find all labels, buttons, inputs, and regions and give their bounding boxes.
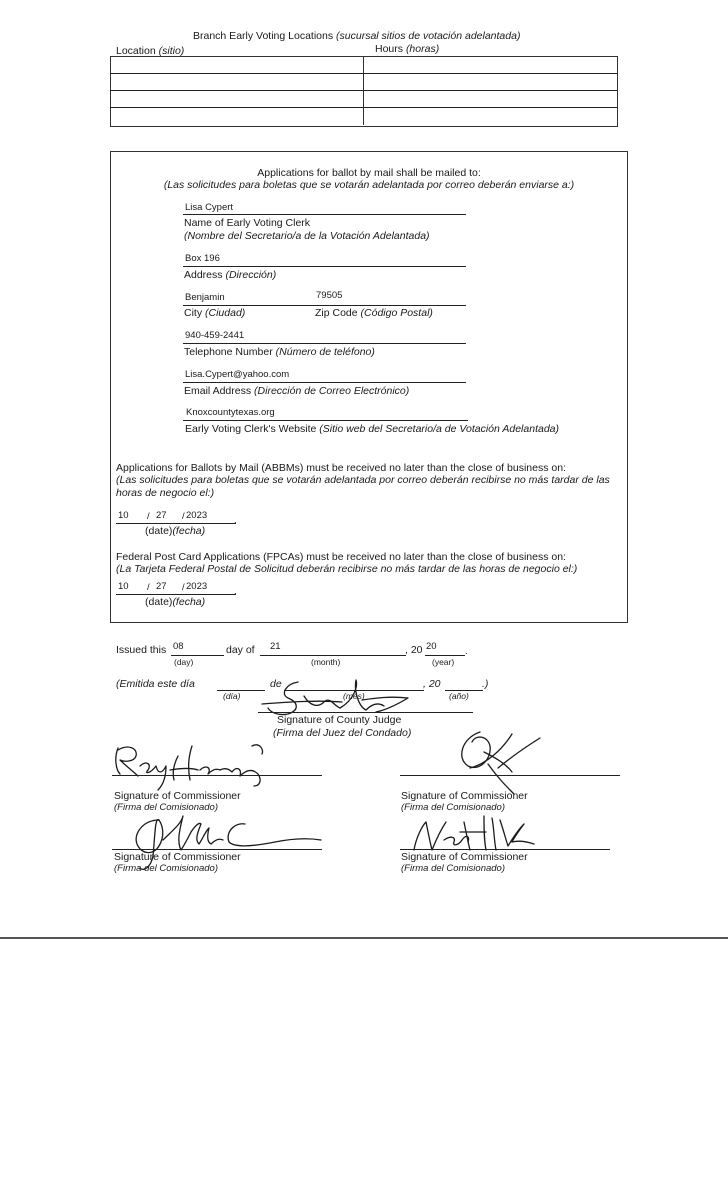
date-label-es: (fecha): [172, 596, 206, 608]
website-label: [185, 423, 559, 436]
clerk-name-line: [183, 214, 466, 215]
issued-year-label: (year): [432, 657, 455, 667]
county-judge-label: Signature of County Judge: [277, 714, 402, 726]
commissioner-1-signature-image: [112, 740, 282, 795]
email-value: Lisa.Cypert@yahoo.com: [185, 369, 290, 380]
branch-title: [193, 30, 520, 43]
address-value: Box 196: [185, 253, 220, 264]
county-judge-signature-line: [258, 712, 473, 713]
mail-heading: Applications for ballot by mail shall be mailed to:: [257, 167, 481, 179]
abbm-text: Applications for Ballots by Mail (ABBMs) must be received no later than the close of business on:: [116, 462, 566, 474]
commissioner-3-label: Signature of Commissioner: [114, 851, 241, 863]
fpca-year: 2023: [186, 581, 208, 592]
commissioner-3-signature-line: [112, 849, 322, 850]
website-label-text: Early Voting Clerk's Website: [185, 423, 317, 435]
commissioner-2-label-es: (Firma del Comisionado): [401, 802, 506, 813]
address-line: [183, 266, 466, 267]
issued-mes-label: (mes): [343, 691, 365, 701]
address-label-text: Address: [184, 269, 223, 281]
hours-label: Hours: [375, 43, 404, 55]
hours-label-es: (horas): [405, 43, 440, 55]
table-row-line: [110, 73, 617, 74]
page-bottom-edge: [0, 937, 728, 939]
commissioner-3-label-es: (Firma del Comisionado): [114, 863, 219, 874]
zip-label: [315, 307, 433, 320]
city-label-text: City: [184, 307, 203, 319]
fpca-text-es: (La Tarjeta Federal Postal de Solicitud deberán recibirse no más tardar de las horas de negocio el:): [116, 563, 578, 575]
issued-month-value: 21: [270, 641, 281, 652]
email-label-text: Email Address: [184, 385, 252, 397]
website-value: Knoxcountytexas.org: [186, 407, 275, 418]
issued-year-value: 20: [426, 641, 437, 652]
county-judge-label-es: (Firma del Juez del Condado): [273, 727, 412, 739]
issued-month-label: (month): [311, 657, 341, 667]
issued-year-prefix: , 20: [405, 644, 423, 656]
commissioner-2-label: Signature of Commissioner: [401, 790, 528, 802]
abbm-day: 27: [156, 510, 167, 521]
commissioner-1-signature-line: [112, 775, 322, 776]
clerk-name-label: Name of Early Voting Clerk: [184, 217, 311, 229]
abbm-sep1: /: [147, 511, 150, 522]
abbm-text-es: (Las solicitudes para boletas que se votarán adelantada por correo deberán recibirse no más tardar de las horas de negocio el:): [116, 474, 610, 499]
fpca-sep1: /: [147, 582, 150, 593]
commissioner-4-label-es: (Firma del Comisionado): [401, 863, 506, 874]
issued-year-line: [425, 655, 465, 656]
issued-ano-label: (año): [449, 691, 469, 701]
zip-label-text: Zip Code: [315, 307, 358, 319]
issued-period: .: [465, 646, 468, 657]
issued-prefix: Issued this: [116, 644, 167, 656]
clerk-name-label-es: (Nombre del Secretario/a de la Votación Adelantada): [184, 230, 430, 242]
email-label: [184, 385, 409, 398]
city-zip-line: [183, 305, 466, 306]
commissioner-4-signature-line: [400, 849, 610, 850]
abbm-date-label: [145, 525, 205, 538]
fpca-month: 10: [118, 581, 129, 592]
issued-day-label: (day): [174, 657, 194, 667]
phone-value: 940-459-2441: [185, 330, 245, 341]
table-row-line: [110, 90, 617, 91]
email-line: [183, 382, 466, 383]
date-label-es: (fecha): [172, 525, 206, 537]
issued-dia-label: (día): [223, 691, 241, 701]
phone-line: [183, 343, 466, 344]
branch-locations-table: [110, 56, 618, 127]
fpca-date-line: [116, 594, 236, 595]
column-header-hours: [375, 43, 439, 56]
address-label: [184, 269, 276, 282]
abbm-month: 10: [118, 510, 129, 521]
table-row-line: [110, 107, 617, 108]
commissioner-1-label-es: (Firma del Comisionado): [114, 802, 219, 813]
abbm-sep2: /: [182, 511, 185, 522]
commissioner-1-label: Signature of Commissioner: [114, 790, 241, 802]
abbm-year: 2023: [186, 510, 208, 521]
city-value: Benjamin: [185, 292, 225, 303]
phone-label-es: (Número de teléfono): [275, 346, 375, 358]
commissioner-4-label: Signature of Commissioner: [401, 851, 528, 863]
issued-de: de: [270, 678, 282, 690]
website-label-es: (Sitio web del Secretario/a de Votación Adelantada): [319, 423, 559, 435]
email-label-es: (Dirección de Correo Electrónico): [254, 385, 410, 397]
fpca-text: Federal Post Card Applications (FPCAs) must be received no later than the close of business on:: [116, 551, 566, 563]
branch-title-text: Branch Early Voting Locations: [193, 30, 334, 42]
date-label: (date): [145, 596, 173, 608]
zip-value: 79505: [316, 290, 343, 301]
issued-day-of: day of: [226, 644, 255, 656]
issued-prefix-es: (Emitida este día: [116, 678, 195, 690]
issued-close-es: .): [482, 678, 489, 690]
issued-month-line: [260, 655, 406, 656]
phone-label: [184, 346, 375, 359]
issued-year-prefix-es: , 20: [423, 678, 441, 690]
city-label-es: (Ciudad): [205, 307, 246, 319]
issued-day-value: 08: [173, 641, 184, 652]
commissioner-2-signature-line: [400, 775, 620, 776]
website-line: [183, 420, 468, 421]
fpca-sep2: /: [182, 582, 185, 593]
issued-day-line: [171, 655, 224, 656]
clerk-name-value: Lisa Cypert: [185, 202, 234, 213]
location-label: Location: [116, 45, 156, 57]
fpca-date-label: [145, 596, 205, 609]
zip-label-es: (Código Postal): [360, 307, 433, 319]
location-label-es: (sitio): [158, 45, 185, 57]
date-label: (date): [145, 525, 173, 537]
abbm-date-line: [116, 523, 236, 524]
mail-heading-es: (Las solicitudes para boletas que se votarán adelantada por correo deberán enviarse a:): [163, 179, 575, 191]
address-label-es: (Dirección): [225, 269, 277, 281]
city-label: [184, 307, 245, 320]
branch-title-es: (sucursal sitios de votación adelantada): [336, 30, 521, 42]
fpca-period: .: [234, 586, 237, 597]
phone-label-text: Telephone Number: [184, 346, 273, 358]
abbm-period: .: [234, 515, 237, 526]
fpca-day: 27: [156, 581, 167, 592]
